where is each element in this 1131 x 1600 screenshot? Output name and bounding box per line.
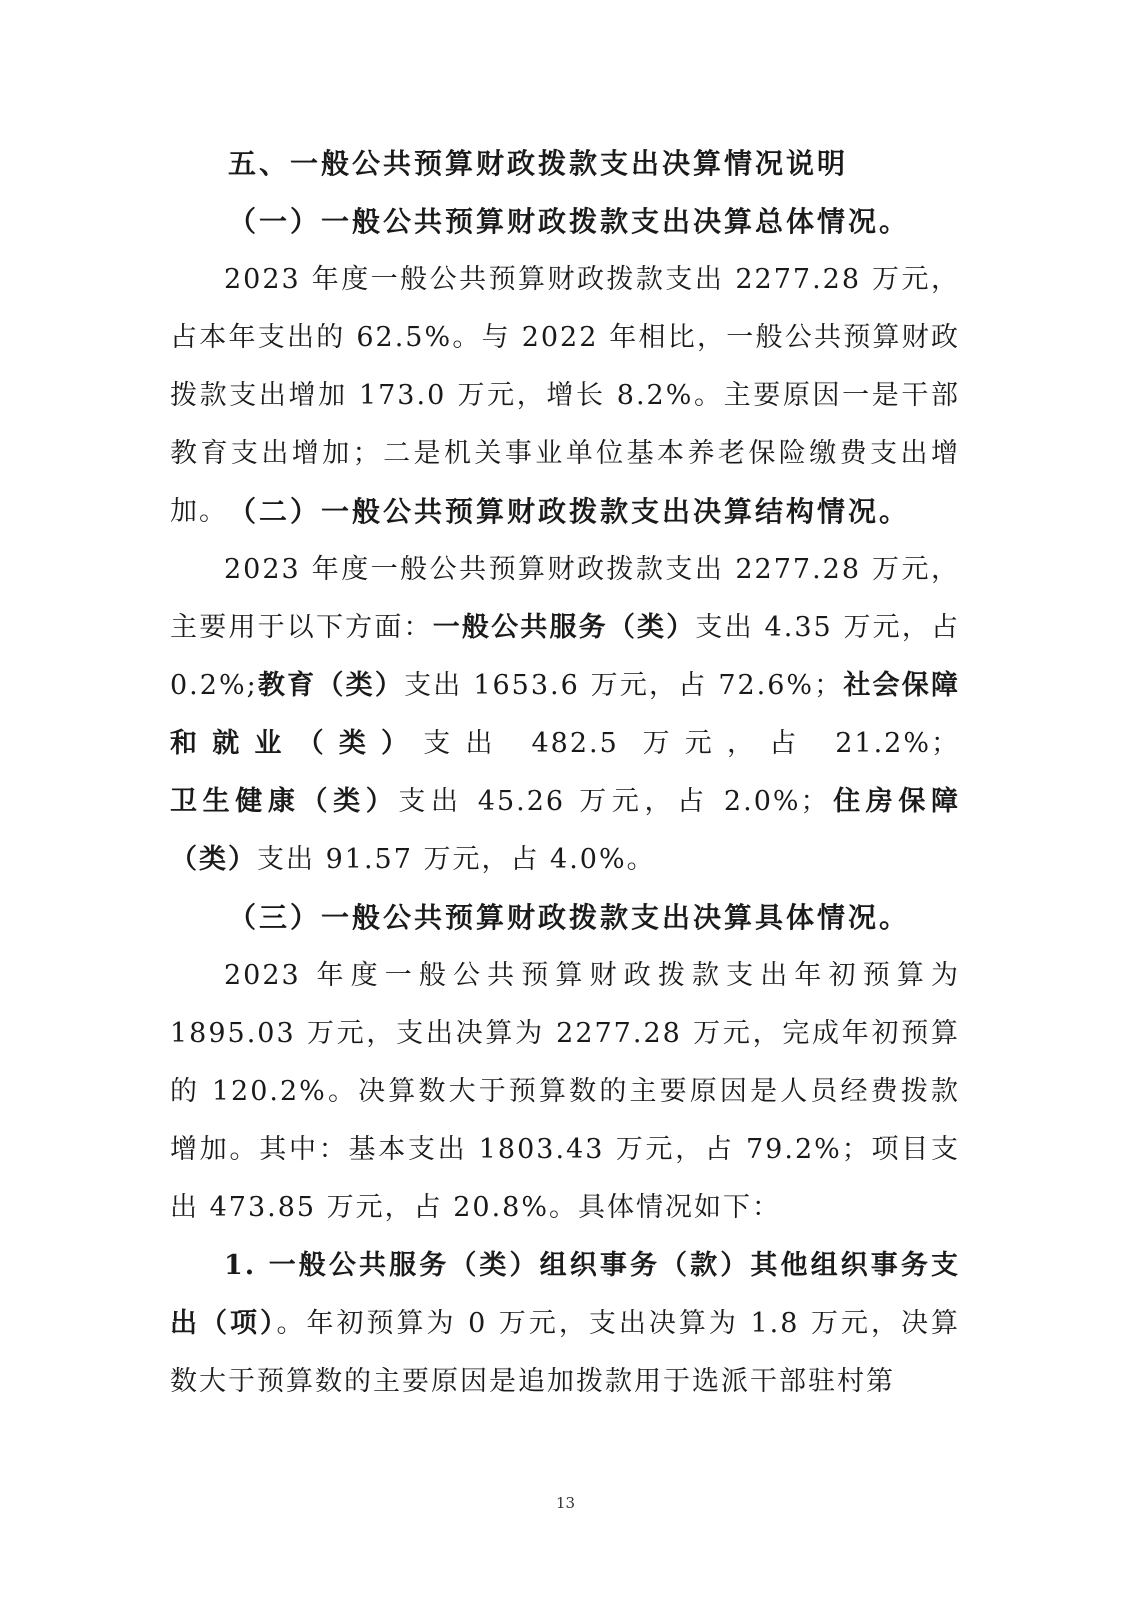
item-text: 支出 91.57 万元，占 4.0%。 xyxy=(257,844,656,875)
part3-item1 xyxy=(170,1237,960,1411)
section-title: 五、一般公共预算财政拨款支出决算情况说明 xyxy=(228,147,849,180)
item1-text: 。年初预算为 0 万元，支出决算为 1.8 万元，决算数大于预算数的主要原因是追加拨款用于选派干部驻村第 xyxy=(170,1308,961,1397)
item-category: 住房保障（类） xyxy=(170,786,961,875)
part2-heading: （二）一般公共预算财政拨款支出决算结构情况。 xyxy=(228,495,911,528)
item1-title: 1. 一般公共服务（类）组织事务（款）其他组织事务支出（项） xyxy=(170,1250,960,1339)
item-text: 支出 45.26 万元，占 2.0%； xyxy=(398,786,830,817)
item-category: 教育（类） xyxy=(257,670,405,701)
item-category: 社会保障和就业（类） xyxy=(170,670,960,759)
part2-intro: 2023 年度一般公共预算财政拨款支出 2277.28 万元，主要用于以下方面： xyxy=(170,554,960,643)
item-text: 支出 1653.6 万元，占 72.6%； xyxy=(404,670,844,701)
part3-heading: （三）一般公共预算财政拨款支出决算具体情况。 xyxy=(228,901,911,934)
item-text: 支出 4.35 万元，占 0.2%; xyxy=(170,612,961,701)
part1-paragraph: 2023 年度一般公共预算财政拨款支出 2277.28 万元，占本年支出的 62.5%。与 2022 年相比，一般公共预算财政拨款支出增加 173.0 万元，增长 8.2%。主要原因一是干部教育支出增加；二是机关事业单位基本养老保险缴费支出增加。 xyxy=(170,264,960,527)
item-category: 一般公共服务（类） xyxy=(432,612,696,643)
item-category: 卫生健康（类） xyxy=(170,786,399,817)
item-text: 支出 482.5 万元，占 21.2%； xyxy=(423,728,960,759)
part3-paragraph: 2023 年度一般公共预算财政拨款支出年初预算为 1895.03 万元，支出决算为 2277.28 万元，完成年初预算的 120.2%。决算数大于预算数的主要原因是人员经费拨款增加。其中：基本支出 1803.43 万元，占 79.2%；项目支出 473.85 万元，占 20.8%。具体情况如下： xyxy=(170,960,960,1223)
part2-paragraph xyxy=(170,541,960,889)
part1-heading: （一）一般公共预算财政拨款支出决算总体情况。 xyxy=(228,205,911,238)
page-number: 13 xyxy=(555,1494,576,1512)
